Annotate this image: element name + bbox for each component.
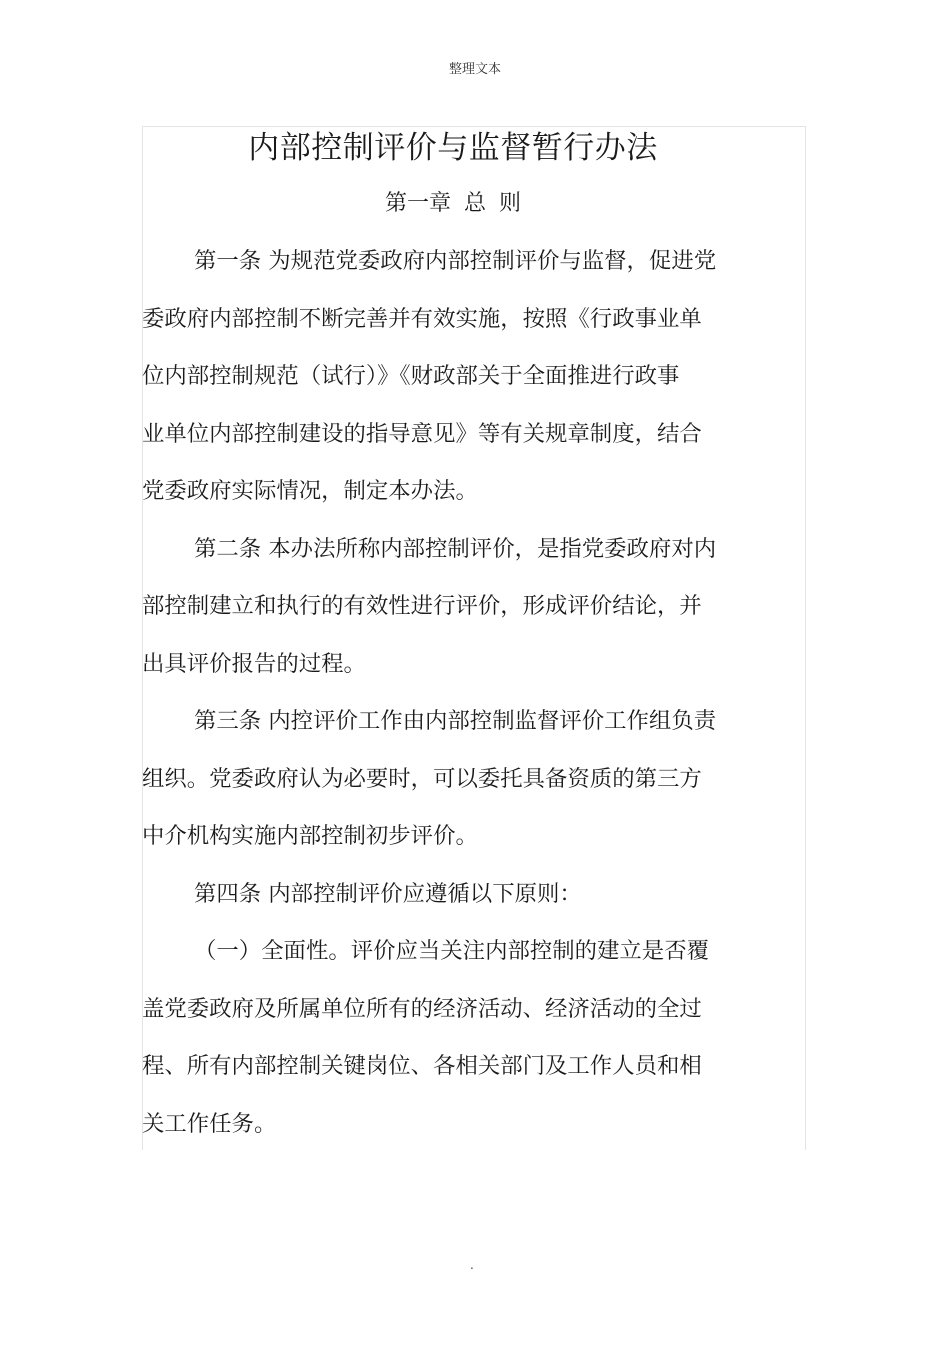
article-3-line-2: 组织。党委政府认为必要时，可以委托具备资质的第三方	[142, 765, 702, 792]
chapter-heading: 第一章 总 则	[385, 191, 521, 216]
document-body	[142, 233, 742, 1153]
article-1-line-3: 位内部控制规范（试行）》《财政部关于全面推进行政事	[142, 363, 680, 389]
document-title: 内部控制评价与监督暂行办法	[248, 130, 658, 166]
article-3-line-3: 中介机构实施内部控制初步评价。	[142, 823, 478, 849]
article-4-line-1: 第四条 内部控制评价应遵循以下原则：	[194, 880, 582, 907]
principle-1-line-3: 程、所有内部控制关键岗位、各相关部门及工作人员和相	[142, 1053, 702, 1079]
principle-1-line-2: 盖党委政府及所属单位所有的经济活动、经济活动的全过	[142, 995, 702, 1022]
article-1-line-2: 委政府内部控制不断完善并有效实施，按照《行政事业单	[142, 305, 702, 332]
article-1-line-5: 党委政府实际情况，制定本办法。	[142, 478, 478, 504]
article-2-line-2: 部控制建立和执行的有效性进行评价，形成评价结论，并	[142, 593, 702, 619]
principle-1-line-1: （一）全面性。评价应当关注内部控制的建立是否覆	[194, 938, 709, 964]
article-2-line-1: 第二条 本办法所称内部控制评价，是指党委政府对内	[194, 535, 717, 562]
article-3-line-1: 第三条 内控评价工作由内部控制监督评价工作组负责	[194, 708, 717, 734]
article-1-line-1: 第一条 为规范党委政府内部控制评价与监督，促进党	[194, 248, 717, 274]
article-1-line-4: 业单位内部控制建设的指导意见》等有关规章制度，结合	[142, 420, 702, 447]
footer-mark: .	[470, 1258, 474, 1272]
page-header: 整理文本	[448, 62, 501, 77]
article-2-line-3: 出具评价报告的过程。	[142, 650, 366, 677]
principle-1-line-4: 关工作任务。	[142, 1110, 277, 1137]
